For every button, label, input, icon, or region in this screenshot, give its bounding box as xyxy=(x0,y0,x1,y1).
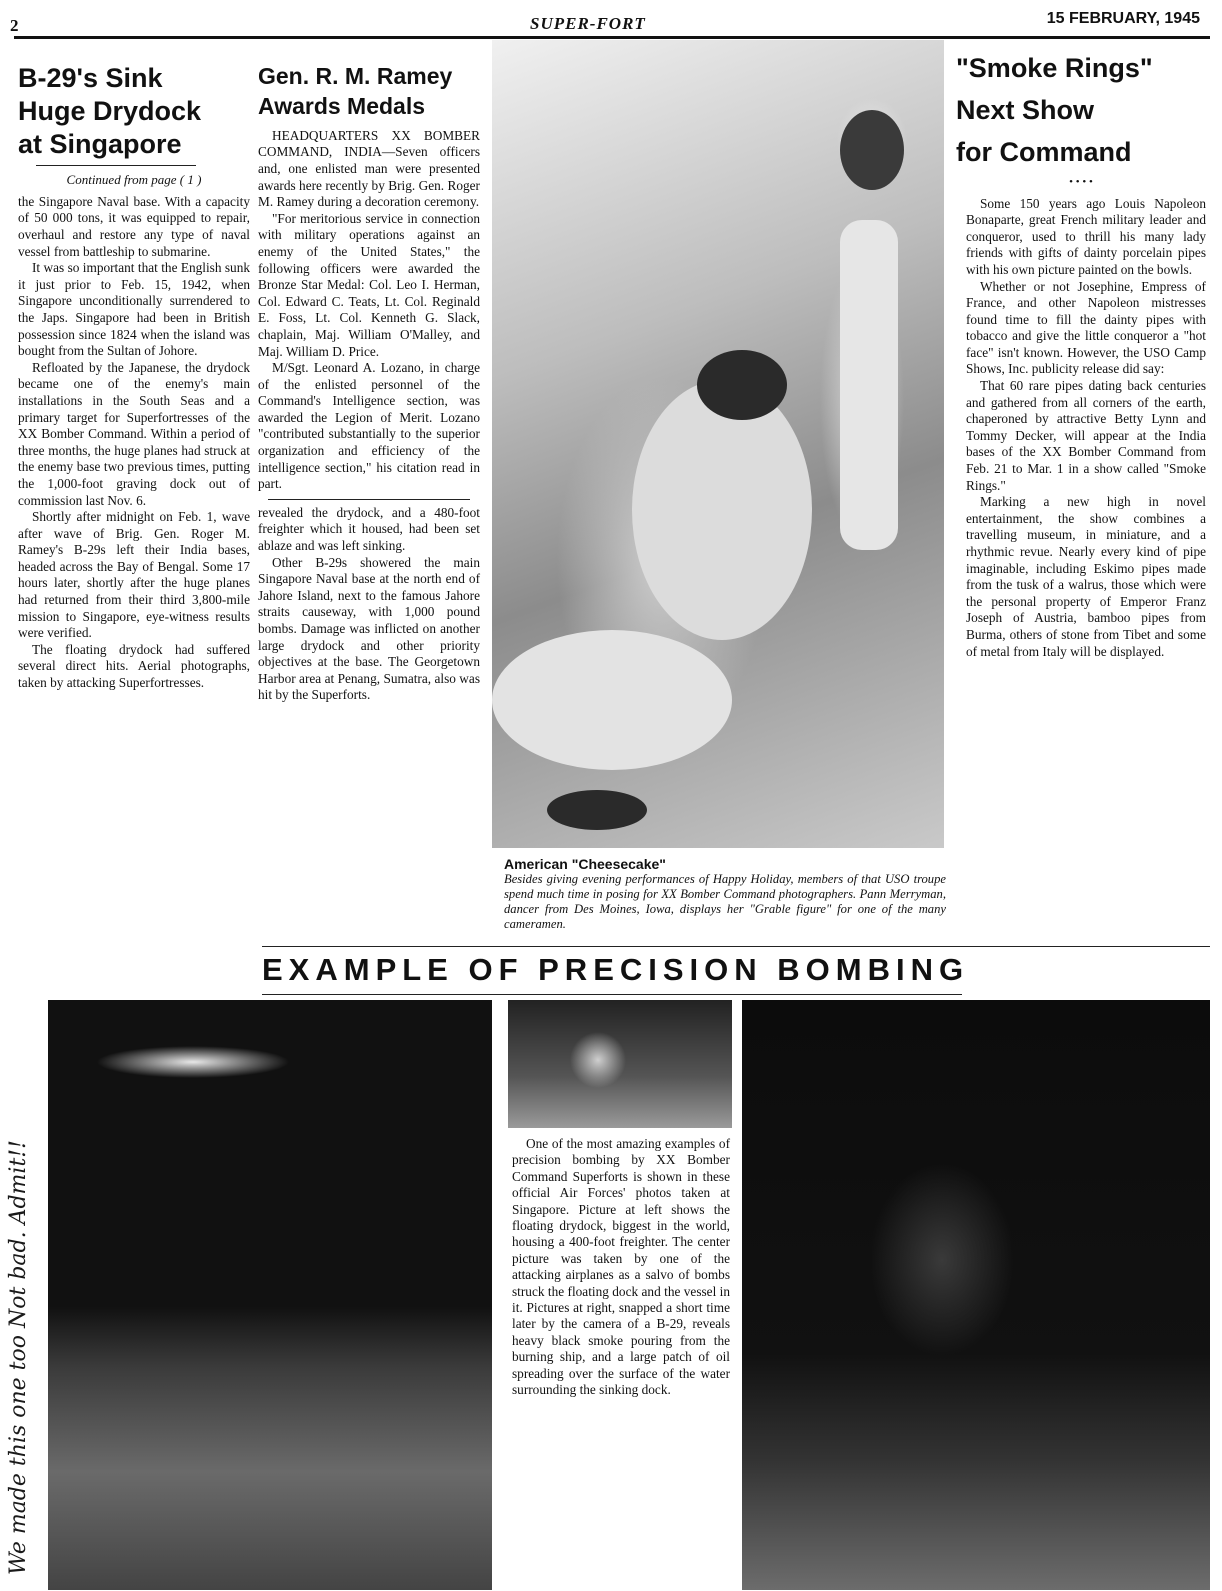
article-drydock xyxy=(18,62,250,692)
paragraph: One of the most amazing examples of precision bombing by XX Bomber Command Superforts is shown in these official Air Forces' photos taken at Singapore. Picture at left shows the floating drydock, biggest in the world, housing a 400-foot freighter. The center picture was taken by one of the attacking airplanes as a salvo of bombs struck the floating dock and the vessel in it. Pictures at right, snapped a short time later by the camera of a B-29, reveals heavy black smoke pouring from the burning ship, and a large patch of oil spreading over the surface of the water surrounding the sinking dock. xyxy=(512,1136,730,1398)
boot xyxy=(547,790,647,830)
headline-line: for Command xyxy=(956,136,1132,167)
section-rule xyxy=(262,946,1210,947)
newspaper-name: SUPER-FORT xyxy=(530,14,646,33)
continued-note: Continued from page ( 1 ) xyxy=(66,171,202,187)
headline-line: "Smoke Rings" xyxy=(956,53,1153,83)
caption-body: Besides giving evening performances of Happy Holiday, members of that USO troupe spend much time in posing for XX Bomber Command photographers. Pann Merryman, dancer from Des Moines, Iowa, displays her "Grable figure" for one of the many cameramen. xyxy=(504,872,946,931)
bombing-caption xyxy=(512,1136,730,1399)
handwritten-margin-note: We made this one too Not bad. Admit!! xyxy=(6,1140,31,1575)
camera xyxy=(697,350,787,420)
paragraph: That 60 rare pipes dating back centuries and gathered from all corners of the earth, chaperoned by attractive Betty Lynn and Tommy Decker, will appear at the India bases of the XX Bomber Command from Feb. 21 to Mar. 1 in a show called "Smoke Rings." xyxy=(966,378,1206,493)
smoke-rings-headline xyxy=(956,48,1206,174)
banner-underline xyxy=(262,994,962,995)
cheesecake-caption xyxy=(504,856,946,932)
smoke-rings-body xyxy=(966,196,1206,661)
paragraph: HEADQUARTERS XX BOMBER COMMAND, INDIA—Seven officers and, one enlisted man were presented awards here recently by Brig. Gen. Roger M. Ramey during a decoration ceremony. xyxy=(258,127,480,210)
headline-line: Awards Medals xyxy=(258,92,426,119)
headline-line: Huge Drydock xyxy=(18,95,202,126)
photographer-back xyxy=(632,380,812,640)
continuation-rule xyxy=(268,499,470,500)
paragraph: "For meritorious service in connection with military operations against an enemy of the United States," the following officers were awarded the Bronze Star Medal: Col. Leo I. Herman, Col. Edward C. Teats, Lt. Col. Reginald E. Foss, Lt. Col. Kenneth G. Slack, chaplain, Maj. William O'Malley, and Maj. William D. Price. xyxy=(258,210,480,359)
dancer-head xyxy=(840,110,904,190)
paragraph: Shortly after midnight on Feb. 1, wave after wave of Brig. Gen. Roger M. Ramey's B-29s left their India bases, headed across the Bay of Bengal. Some 17 hours later, shortly after the huge planes had returned from their third 3,800-mile mission to Singapore, eye-witness results were verified. xyxy=(18,509,250,641)
drydock-aerial-photo xyxy=(48,1000,492,1590)
caption-title: American "Cheesecake" xyxy=(504,856,666,872)
photo-silhouette xyxy=(492,40,944,848)
page-number: 2 xyxy=(10,16,19,35)
masthead-rule xyxy=(14,36,1210,39)
drydock-body xyxy=(18,194,250,692)
dancer-body xyxy=(840,220,898,550)
paragraph: Marking a new high in novel entertainment, the show combines a travelling museum, in miniature, and a rhythmic revue. Nearly every kind of pipe imaginable, including Eskimo pipes made from the tusk of a walrus, those which were the personal property of Emperor Franz Joseph of Austria, bamboo pipes from Burma, others of stone from Tibet and some of metal from Italy will be displayed. xyxy=(966,494,1206,659)
drydock-headline xyxy=(18,62,250,161)
cheesecake-photo xyxy=(492,40,944,848)
paragraph: Other B-29s showered the main Singapore Naval base at the north end of Jahore Island, next to the famous Jahore straits causeway, with 1,000 pound bombs. Damage was inflicted on another large drydock and other priority objectives at the base. The Georgetown Harbor area at Penang, Sumatra, also was hit by the Superforts. xyxy=(258,554,480,703)
paragraph: Refloated by the Japanese, the drydock became one of the enemy's main installations in the South Seas and a primary target for Superfortresses of the XX Bomber Command. Within a period of three months, the huge planes had struck at the enemy base two previous times, putting the 1,000-foot graving dock out of commission last Nov. 6. xyxy=(18,359,250,508)
paragraph: Some 150 years ago Louis Napoleon Bonaparte, great French military leader and conqueror, used to thrill his many lady friends with gifts of dainty porcelain pipes with his own picture painted on the bowls. xyxy=(966,195,1206,277)
paragraph: Whether or not Josephine, Empress of France, and other Napoleon mistresses found time to fill the dainty pipes with tobacco and give the little conqueror a "hot face" isn't known. However, the USO Camp Shows, Inc. publicity release did say: xyxy=(966,278,1206,377)
drydock-continuation xyxy=(258,505,480,704)
paragraph: It was so important that the English sunk it just prior to Feb. 15, 1942, when Singapore unconditionally surrendered to the Japs. Singapore had been in British possession since 1824 when the island was bought from the Sultan of Johore. xyxy=(18,260,250,359)
headline-line: at Singapore xyxy=(18,128,182,159)
paragraph: The floating drydock had suffered several direct hits. Aerial photographs, taken by attacking Superfortresses. xyxy=(18,641,250,691)
medals-body xyxy=(258,128,480,493)
issue-date: 15 FEBRUARY, 1945 xyxy=(1046,10,1200,27)
ornament-dots: • • • • xyxy=(1069,175,1093,188)
headline-rule xyxy=(36,165,196,166)
medals-headline xyxy=(258,62,480,122)
article-smoke-rings xyxy=(956,48,1206,660)
paragraph: M/Sgt. Leonard A. Lozano, in charge of the enlisted personnel of the Command's Intelligence section, was awarded the Legion of Merit. Lozano "contributed substantially to the superior organization and efficiency of the intelligence section," his citation read in part. xyxy=(258,360,480,492)
paragraph: revealed the drydock, and a 480-foot freighter which it housed, had been set ablaze and was left sinking. xyxy=(258,504,480,554)
paragraph: the Singapore Naval base. With a capacity of 50 000 tons, it was equipped to repair, overhaul and restore any type of naval vessel from battleship to submarine. xyxy=(18,193,250,259)
headline-line: Gen. R. M. Ramey xyxy=(258,63,453,89)
headline-line: B-29's Sink xyxy=(18,63,163,93)
article-medals xyxy=(258,62,480,704)
headline-line: Next Show xyxy=(956,94,1095,125)
smoke-aerial-photo xyxy=(742,1000,1210,1590)
photographer-trousers xyxy=(492,630,732,770)
bomb-strike-photo xyxy=(508,1000,732,1128)
bombing-banner: EXAMPLE OF PRECISION BOMBING xyxy=(262,952,970,987)
